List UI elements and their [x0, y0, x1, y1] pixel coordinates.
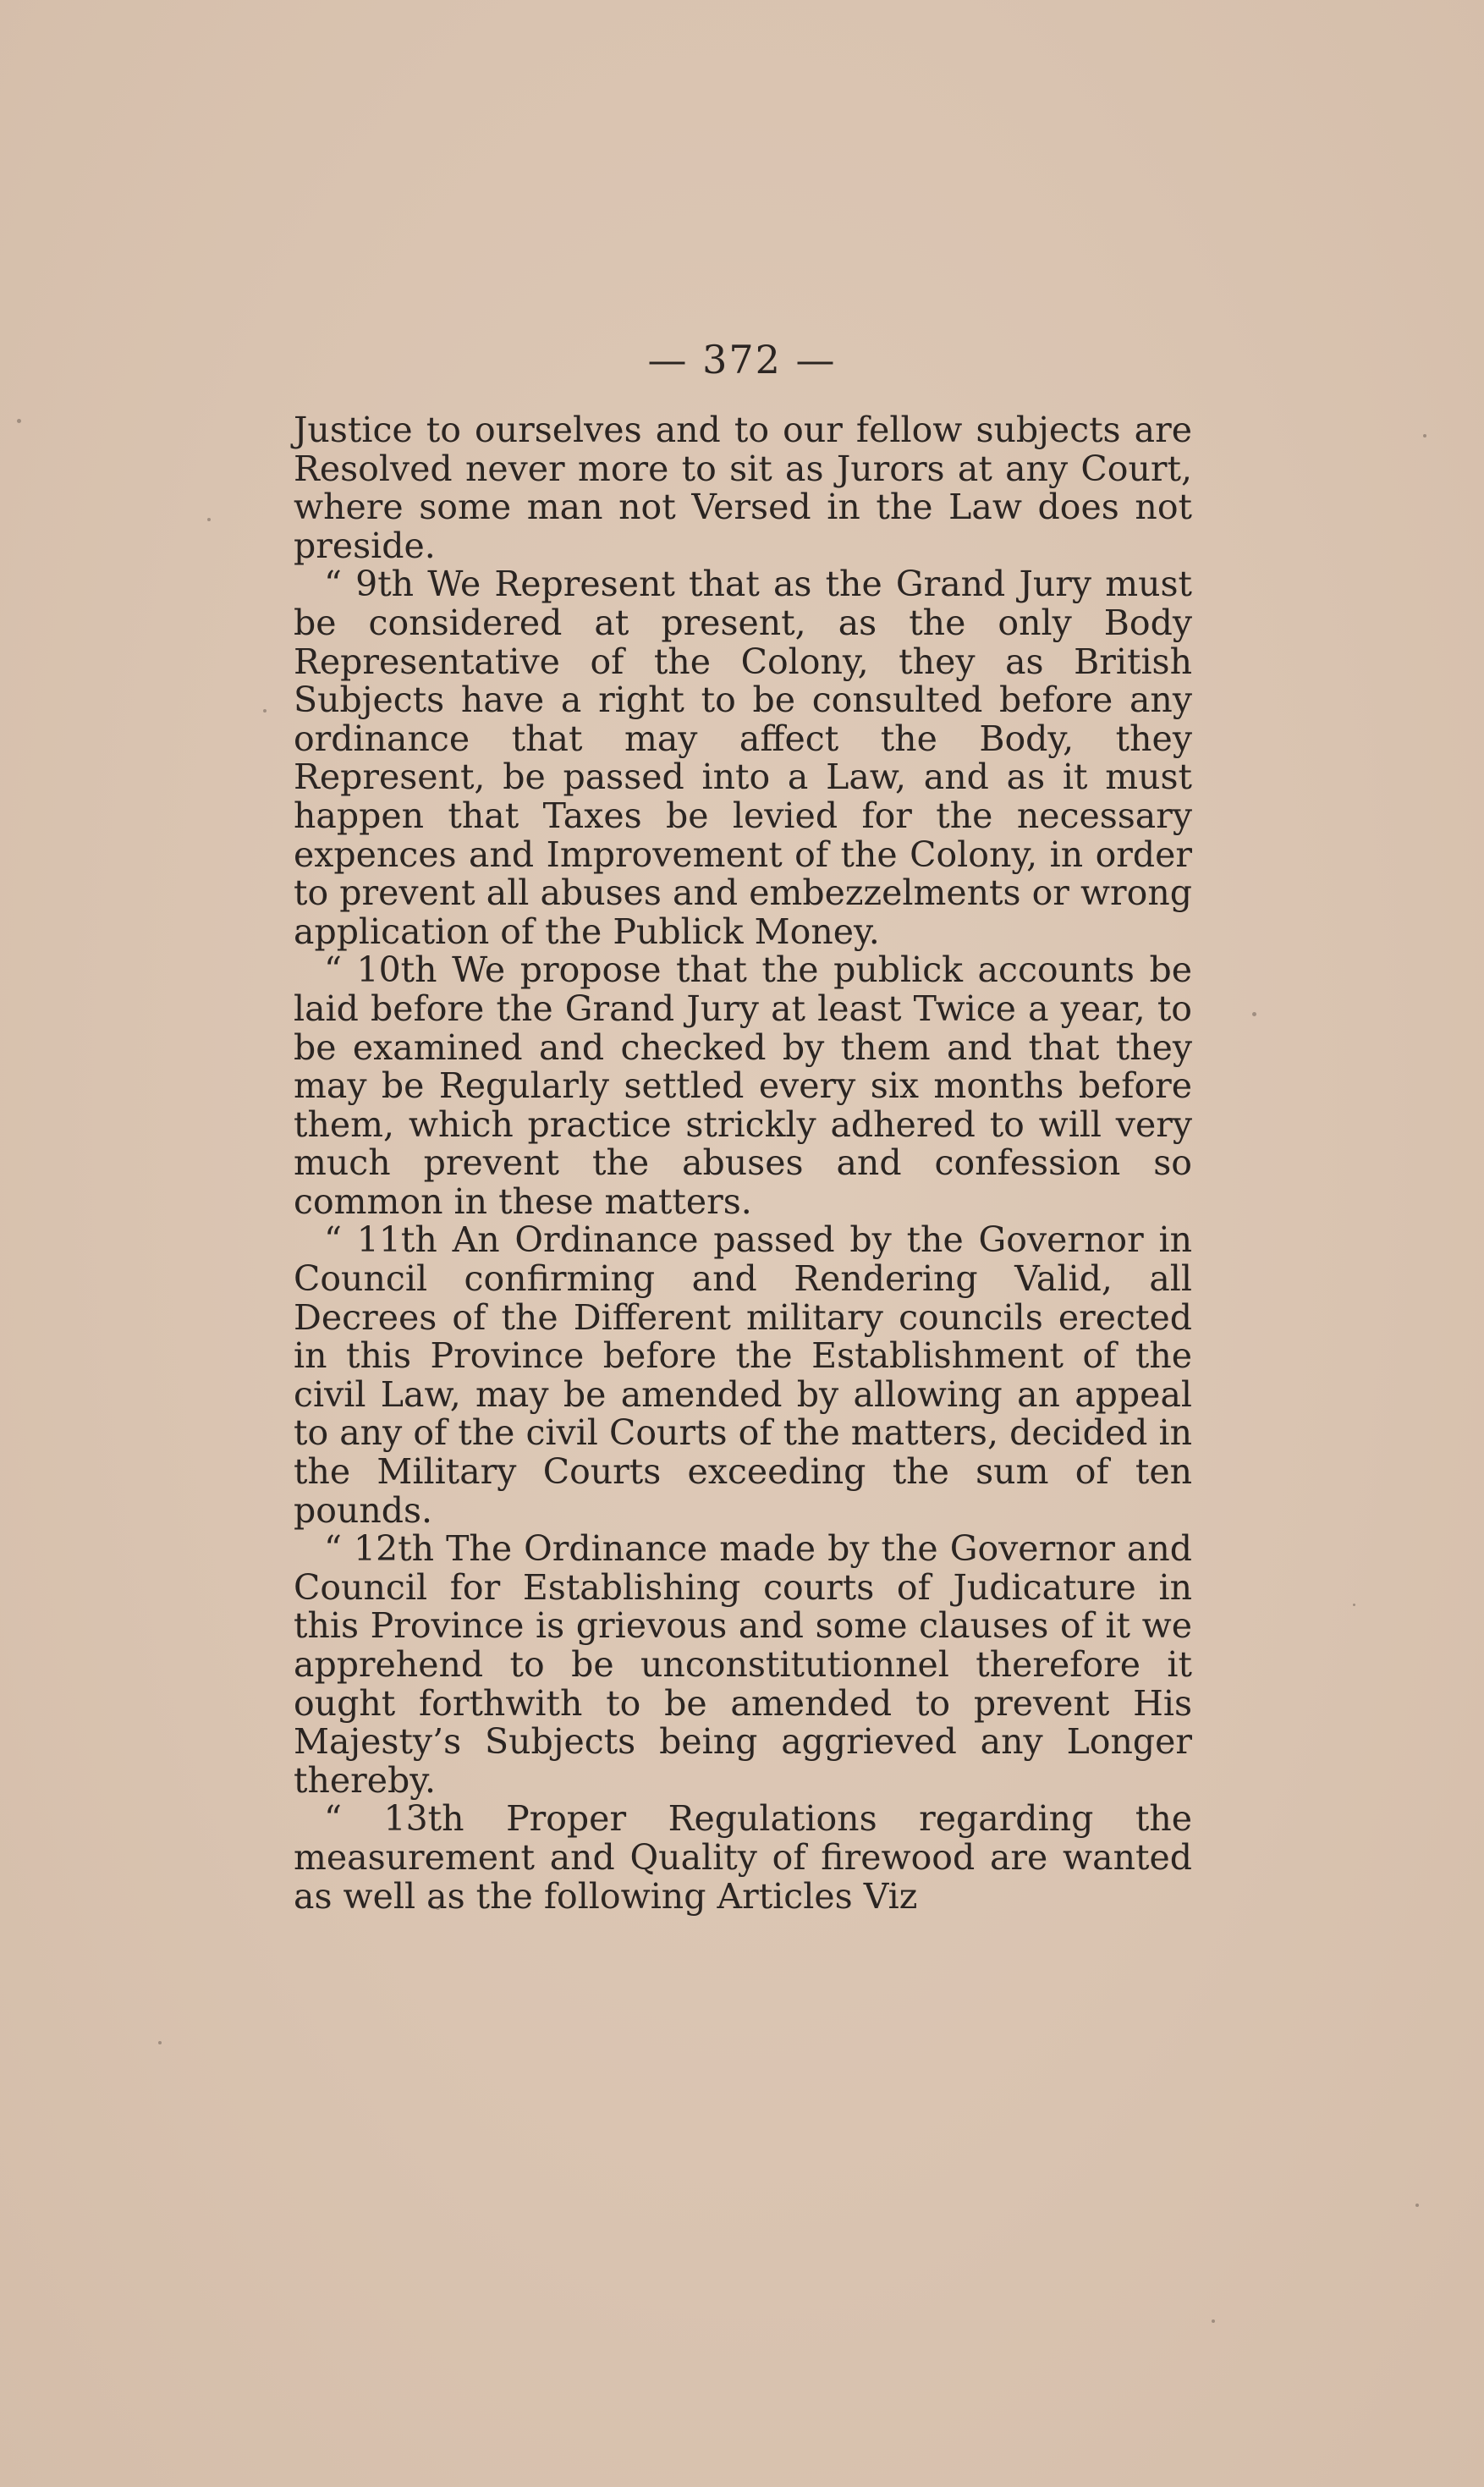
paper-speck	[207, 518, 211, 521]
paragraph: “ 13th Proper Regulations regarding the measurement and Quality of firewood are wanted as well as the following Articles Viz	[294, 1798, 1192, 1917]
body-text	[294, 411, 1192, 1916]
paper-speck	[1252, 1012, 1256, 1016]
paper-speck	[1212, 2319, 1215, 2323]
paper-speck	[1415, 2204, 1419, 2207]
paragraph: “ 9th We Represent that as the Grand Jury must be considered at present, as the only Body Representative of the Colony, they as British Subjects have a right to be consulted before any ordinance that may affect the Body, they Represent, be passed into a Law, and as it must happen that Taxes be levied for the necessary expences and Improvement of the Colony, in order to prevent all abuses and embezzelments or wrong application of the Publick Money.	[294, 564, 1192, 952]
paragraph: “ 10th We propose that the publick accounts be laid before the Grand Jury at least Twice a year, to be examined and checked by them and that they may be Regularly settled every six months before them, which practice strickly adhered to will very much prevent the abuses and confession so common in these matters.	[294, 949, 1192, 1222]
paragraph: Justice to ourselves and to our fellow subjects are Resolved never more to sit as Jurors at any Court, where some man not Versed in the Law does not preside.	[294, 410, 1192, 566]
paragraph: “ 12th The Ordinance made by the Governor and Council for Establishing courts of Judicature in this Province is grievous and some clauses of it we apprehend to be unconstitutionnel therefore it ought forthwith to be amended to prevent His Majesty’s Subjects being aggrieved any Longer thereby.	[294, 1528, 1192, 1801]
paper-speck	[158, 2041, 162, 2044]
paragraph: “ 11th An Ordinance passed by the Governor in Council confirming and Rendering Valid, all Decrees of the Different military councils erected in this Province before the Establishment of the civil Law, may be amended by allowing an appeal to any of the civil Courts of the matters, decided in the Military Courts exceeding the sum of ten pounds.	[294, 1219, 1192, 1531]
paper-speck	[17, 419, 21, 423]
paper-speck	[1423, 434, 1426, 437]
paper-speck	[263, 709, 267, 713]
paper-speck	[1353, 1604, 1355, 1606]
page-number: — 372 —	[647, 337, 837, 382]
